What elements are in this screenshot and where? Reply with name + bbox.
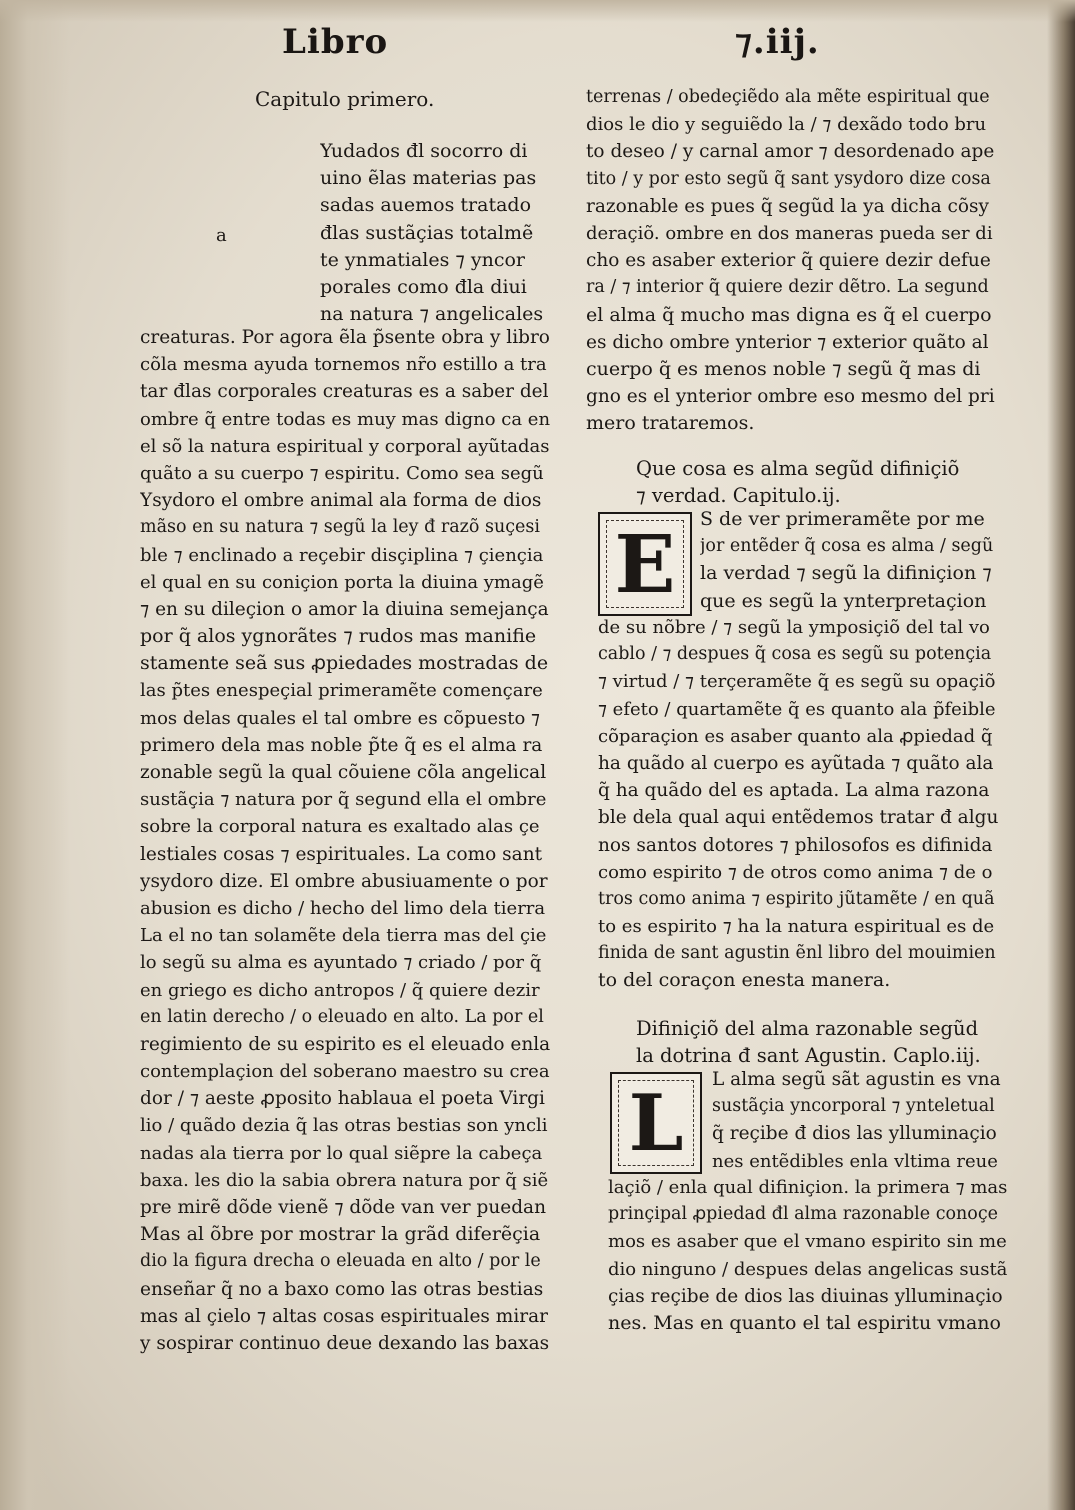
text-line: laçiõ / enla qual difiniçion. la primera ⁊ mas <box>608 1177 1008 1198</box>
text-line: cõla mesma ayuda tornemos nr̃o estillo a tra <box>140 354 547 376</box>
chapter-2-body <box>598 614 998 995</box>
text-line: cablo / ⁊ despues q̃ cosa es segũ su potençia <box>598 644 992 665</box>
text-line: mos es asaber que el vmano espirito sin me <box>608 1231 1007 1253</box>
text-line: cuerpo q̃ es menos noble ⁊ segũ q̃ mas di <box>586 357 981 380</box>
text-line: nadas ala tierra por lo qual siẽpre la cabeça <box>140 1142 543 1164</box>
text-line: ⁊ en su dileçion o amor la diuina semejança <box>140 598 549 620</box>
text-line: de su nõbre / ⁊ segũ la ymposiçiõ del tal vo <box>598 617 990 638</box>
text-line: lestiales cosas ⁊ espirituales. La como sant <box>140 843 543 865</box>
text-line: mero trataremos. <box>586 412 755 435</box>
text-line: ⁊ efeto / quartamẽte q̃ es quanto ala p̃feible <box>598 698 996 720</box>
heading-line: la dotrina đ sant Agustin. Caplo.iij. <box>636 1044 981 1067</box>
text-line: es dicho ombre ynterior ⁊ exterior quãto al <box>586 331 989 353</box>
margin-letter: a <box>216 225 227 246</box>
heading-line: Que cosa es alma segũd difiniçiõ <box>636 457 960 480</box>
text-line: to del coraçon enesta manera. <box>598 969 891 992</box>
text-line: S de ver primeramẽte por me <box>700 508 985 530</box>
text-line: nes entẽdibles enla vltima reue <box>712 1150 998 1172</box>
text-line: y sospirar continuo deue dexando las baxas <box>140 1332 550 1354</box>
text-line: ble ⁊ enclinado a reçebir disçiplina ⁊ çiençia <box>140 544 544 566</box>
text-line: gno es el ynterior ombre eso mesmo del pri <box>586 386 995 408</box>
text-line: el alma q̃ mucho mas digna es q̃ el cuerpo <box>586 303 992 326</box>
text-line: q̃ ha quãdo del es aptada. La alma razona <box>598 780 990 802</box>
text-line: terrenas / obedeçiẽdo ala mẽte espiritual que <box>586 87 990 107</box>
text-line: çias reçibe de dios las diuinas ylluminaçio <box>608 1285 1003 1307</box>
text-line: uino ẽlas materias pas <box>320 167 537 190</box>
text-line: cõparaçion es asaber quanto ala ꝓpiedad q̃ <box>598 725 993 747</box>
chapter-3-body <box>608 1174 1008 1337</box>
text-line: abusion es dicho / hecho del limo dela tierra <box>140 897 546 919</box>
text-line: por q̃ alos ygnorãtes ⁊ rudos mas manifie <box>140 625 537 648</box>
text-line: regimiento de su espirito es el eleuado enla <box>140 1033 550 1055</box>
page-edge-shadow <box>1047 0 1075 1510</box>
text-line: el qual en su coniçion porta la diuina ymagẽ <box>140 571 544 593</box>
text-line: razonable es pues q̃ segũd la ya dicha cõsy <box>586 195 989 217</box>
page-top-shadow <box>0 0 1075 22</box>
text-line: creaturas. Por agora ẽla p̃sente obra y libro <box>140 327 550 348</box>
text-line: las p̃tes enespeçial primeramẽte començare <box>140 680 543 702</box>
text-line: en latin derecho / o eleuado en alto. La por el <box>140 1006 544 1027</box>
text-line: ⁊ virtud / ⁊ terçeramẽte q̃ es segũ su opaçiõ <box>598 671 996 693</box>
chapter-1-body <box>140 324 550 1357</box>
chapter-2-beside-initial <box>700 506 1000 615</box>
chapter-3-beside-initial <box>712 1066 1002 1175</box>
text-line: porales como đla diui <box>320 275 527 298</box>
initial-ornament <box>606 520 684 608</box>
text-line: mas al çielo ⁊ altas cosas espirituales mirar <box>140 1305 548 1327</box>
text-line: tar đlas corporales creaturas es a saber del <box>140 381 549 403</box>
text-line: Mas al õbre por mostrar la grãd diferẽçia <box>140 1223 541 1246</box>
folio-number: ⁊.iij. <box>735 22 820 62</box>
text-line: enseñar q̃ no a baxo como las otras bestias <box>140 1278 544 1300</box>
text-line: el sõ la natura espiritual y corporal ayũtadas <box>140 435 550 457</box>
text-line: tros como anima ⁊ espirito jũtamẽte / en quã <box>598 888 995 909</box>
text-line: finida de sant agustin ẽnl libro del mouimien <box>598 943 996 964</box>
text-line: lio / quãdo dezia q̃ las otras bestias son yncli <box>140 1115 548 1137</box>
text-line: primero dela mas noble p̃te q̃ es el alma ra <box>140 734 543 756</box>
text-line: cho es asaber exterior q̃ quiere dezir defue <box>586 250 991 272</box>
text-line: dor / ⁊ aeste ꝓposito hablaua el poeta Virgi <box>140 1088 545 1110</box>
text-line: dio ninguno / despues delas angelicas sustã <box>608 1258 1008 1280</box>
text-line: dio la figura drecha o eleuada en alto / por le <box>140 1251 541 1272</box>
text-line: ha quãdo al cuerpo es ayũtada ⁊ quãto ala <box>598 752 994 774</box>
text-line: dios le dio y seguiẽdo la / ⁊ dexãdo todo bru <box>586 114 987 136</box>
text-line: jor entẽder q̃ cosa es alma / segũ <box>700 536 994 557</box>
text-line: prinçipal ꝓpiedad đl alma razonable conoçe <box>608 1204 998 1225</box>
text-line: baxa. les dio la sabia obrera natura por q̃ siẽ <box>140 1169 549 1191</box>
chapter-2-heading <box>636 455 959 509</box>
text-line: na natura ⁊ angelicales <box>320 303 544 326</box>
text-line: đlas sustãçias totalmẽ <box>320 221 534 244</box>
text-line: L alma segũ sãt agustin es vna <box>712 1069 1001 1090</box>
decorated-initial <box>610 1072 702 1174</box>
text-line: to es espirito ⁊ ha la natura espiritual es de <box>598 916 995 938</box>
text-line: la verdad ⁊ segũ la difiniçion ⁊ <box>700 562 992 585</box>
text-line: sustãçia ⁊ natura por q̃ segund ella el ombre <box>140 789 547 811</box>
text-line: tito / y por esto segũ q̃ sant ysydoro dize cosa <box>586 168 991 189</box>
text-line: zonable segũ la qual cõuiene cõla angelical <box>140 762 547 783</box>
text-line: como espirito ⁊ de otros como anima ⁊ de o <box>598 861 993 883</box>
text-line: mos delas quales el tal ombre es cõpuesto ⁊ <box>140 707 540 729</box>
text-line: to deseo / y carnal amor ⁊ desordenado ape <box>586 141 995 163</box>
heading-line: Difiniçiõ del alma razonable segũd <box>636 1017 979 1040</box>
text-line: q̃ reçibe đ dios las ylluminaçio <box>712 1123 997 1145</box>
text-line: ble dela qual aqui entẽdemos tratar đ algu <box>598 807 998 829</box>
text-line: que es segũ la ynterpretaçion <box>700 589 987 612</box>
text-line: nos santos dotores ⁊ philosofos es difinida <box>598 834 993 856</box>
text-line: Ysydoro el ombre animal ala forma de dios <box>140 490 542 512</box>
text-line: sustãçia yncorporal ⁊ ynteletual <box>712 1096 995 1117</box>
text-line: pre mirẽ dõde vienẽ ⁊ dõde van ver puedan <box>140 1197 546 1218</box>
decorated-initial <box>598 512 692 616</box>
initial-letter: E <box>614 517 676 611</box>
text-line: contemplaçion del soberano maestro su crea <box>140 1061 550 1083</box>
text-line: en griego es dicho antropos / q̃ quiere dezir <box>140 979 540 1001</box>
text-line: sadas auemos tratado <box>320 194 532 217</box>
text-line: deraçiõ. ombre en dos maneras pueda ser di <box>586 222 993 244</box>
chapter-1-title: Capitulo primero. <box>255 87 435 111</box>
text-line: mãso en su natura ⁊ segũ la ley đ razõ suçesi <box>140 517 540 538</box>
initial-letter: L <box>628 1077 684 1169</box>
text-line: stamente seã sus ꝓpiedades mostradas de <box>140 652 549 675</box>
text-line: te ynmatiales ⁊ yncor <box>320 248 526 271</box>
text-line: ra / ⁊ interior q̃ quiere dezir dẽtro. La segund <box>586 277 989 298</box>
text-line: La el no tan solamẽte dela tierra mas del çie <box>140 925 547 947</box>
text-line: ombre q̃ entre todas es muy mas digno ca en <box>140 408 550 430</box>
heading-line: ⁊ verdad. Capitulo.ij. <box>636 484 841 507</box>
initial-ornament <box>618 1080 694 1166</box>
text-line: lo segũ su alma es ayuntado ⁊ criado / por q̃ <box>140 952 542 974</box>
text-line: quãto a su cuerpo ⁊ espiritu. Como sea segũ <box>140 462 544 484</box>
text-line: Yudados đl socorro di <box>320 140 528 162</box>
text-line: ysydoro dize. El ombre abusiuamente o por <box>140 870 548 892</box>
text-line: sobre la corporal natura es exaltado alas çe <box>140 816 540 838</box>
chapter-3-heading <box>636 1015 981 1069</box>
text-line: nes. Mas en quanto el tal espiritu vmano <box>608 1311 1001 1334</box>
chapter-1-indented-text <box>320 138 550 328</box>
page-gutter-shadow <box>0 0 70 1510</box>
chapter-1-continuation <box>586 84 996 437</box>
running-head-title: Libro <box>282 22 389 62</box>
